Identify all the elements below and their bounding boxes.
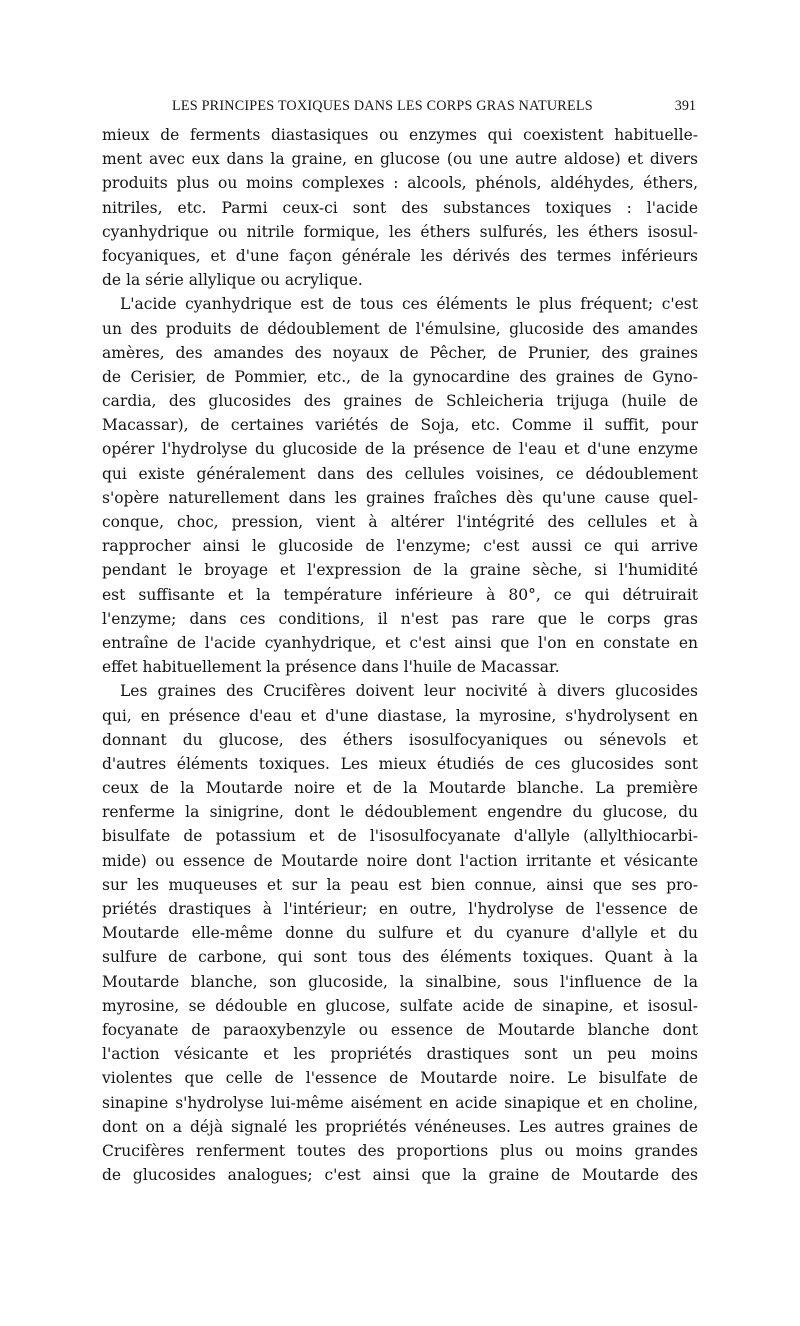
text-line: focyaniques, et d'une façon générale les dérivés des termes inférieurs [102, 246, 698, 265]
paragraph-1 [102, 123, 698, 292]
text-line: L'acide cyanhydrique est de tous ces éléments le plus fréquent; c'est [120, 295, 698, 314]
text-line: priétés drastiques à l'intérieur; en outre, l'hydrolyse de l'essence de [102, 900, 698, 918]
text-line: bisulfate de potassium et de l'isosulfocyanate d'allyle (allylthiocarbi- [102, 827, 698, 846]
paragraph-3 [102, 679, 698, 1187]
text-line: ment avec eux dans la graine, en glucose (ou une autre aldose) et divers [102, 150, 698, 169]
text-line: cardia, des glucosides des graines de Schleicheria trijuga (huile de [102, 392, 698, 411]
text-line: Macassar), de certaines variétés de Soja, etc. Comme il suffit, pour [102, 416, 698, 435]
text-line: Moutarde blanche, son glucoside, la sinalbine, sous l'influence de la [102, 972, 698, 991]
text-line: focyanate de paraoxybenzyle ou essence de Moutarde blanche dont [102, 1020, 698, 1039]
text-line: de glucosides analogues; c'est ainsi que la graine de Moutarde des [102, 1166, 698, 1185]
text-line: ceux de la Moutarde noire et de la Moutarde blanche. La première [102, 779, 698, 798]
text-line: Les graines des Crucifères doivent leur nocivité à divers glucosides [120, 682, 698, 701]
text-line: sinapine s'hydrolyse lui-même aisément en acide sinapique et en choline, [102, 1093, 698, 1112]
text-line: Crucifères renferment toutes des proportions plus ou moins grandes [102, 1141, 698, 1160]
text-line: pendant le broyage et l'expression de la graine sèche, si l'humidité [102, 561, 698, 580]
text-line: l'enzyme; dans ces conditions, il n'est pas rare que le corps gras [102, 609, 698, 628]
text-line: produits plus ou moins complexes : alcools, phénols, aldéhydes, éthers, [102, 174, 698, 193]
page-number: 391 [674, 98, 696, 114]
text-line: mieux de ferments diastasiques ou enzymes qui coexistent habituelle- [102, 126, 698, 144]
text-line: nitriles, etc. Parmi ceux-ci sont des substances toxiques : l'acide [102, 198, 698, 217]
text-line: qui, en présence d'eau et d'une diastase, la myrosine, s'hydrolysent en [102, 706, 698, 725]
text-line: conque, choc, pression, vient à altérer l'intégrité des cellules et à [102, 513, 698, 531]
text-line: de Cerisier, de Pommier, etc., de la gynocardine des graines de Gyno- [102, 367, 698, 386]
text-line: l'action vésicante et les propriétés drastiques sont un peu moins [102, 1045, 698, 1064]
text-line: de la série allylique ou acrylique. [102, 271, 363, 290]
text-line: Moutarde elle-même donne du sulfure et du cyanure d'allyle et du [102, 924, 698, 943]
text-line: sulfure de carbone, qui sont tous des éléments toxiques. Quant à la [102, 948, 698, 967]
text-line: opérer l'hydrolyse du glucoside de la présence de l'eau et d'une enzyme [102, 440, 698, 459]
text-line: violentes que celle de l'essence de Moutarde noire. Le bisulfate de [102, 1069, 698, 1088]
text-line: renferme la sinigrine, dont le dédoublement engendre du glucose, du [102, 803, 698, 822]
text-line: donnant du glucose, des éthers isosulfocyaniques ou sénevols et [102, 730, 698, 749]
page-header [172, 98, 696, 120]
text-line: myrosine, se dédouble en glucose, sulfate acide de sinapine, et isosul- [102, 996, 698, 1015]
text-line: cyanhydrique ou nitrile formique, les éthers sulfurés, les éthers isosul- [102, 222, 698, 241]
text-line: dont on a déjà signalé les propriétés vénéneuses. Les autres graines de [102, 1117, 698, 1136]
text-line: amères, des amandes des noyaux de Pêcher, de Prunier, des graines [102, 343, 698, 362]
text-line: un des produits de dédoublement de l'émulsine, glucoside des amandes [102, 319, 698, 338]
body-text [102, 123, 698, 1187]
text-line: mide) ou essence de Moutarde noire dont l'action irritante et vésicante [102, 851, 698, 870]
paragraph-2 [102, 292, 698, 679]
text-line: s'opère naturellement dans les graines fraîches dès qu'une cause quel- [102, 488, 698, 507]
text-line: rapprocher ainsi le glucoside de l'enzyme; c'est aussi ce qui arrive [102, 537, 698, 556]
text-line: est suffisante et la température inférieure à 80°, ce qui détruirait [102, 585, 698, 604]
text-line: entraîne de l'acide cyanhydrique, et c'est ainsi que l'on en constate en [102, 633, 698, 652]
running-title: LES PRINCIPES TOXIQUES DANS LES CORPS GRAS NATURELS [172, 98, 593, 114]
text-line: qui existe généralement dans des cellules voisines, ce dédoublement [102, 464, 698, 483]
text-line: effet habituellement la présence dans l'huile de Macassar. [102, 658, 560, 677]
text-line: d'autres éléments toxiques. Les mieux étudiés de ces glucosides sont [102, 754, 698, 773]
text-line: sur les muqueuses et sur la peau est bien connue, ainsi que ses pro- [102, 875, 698, 894]
